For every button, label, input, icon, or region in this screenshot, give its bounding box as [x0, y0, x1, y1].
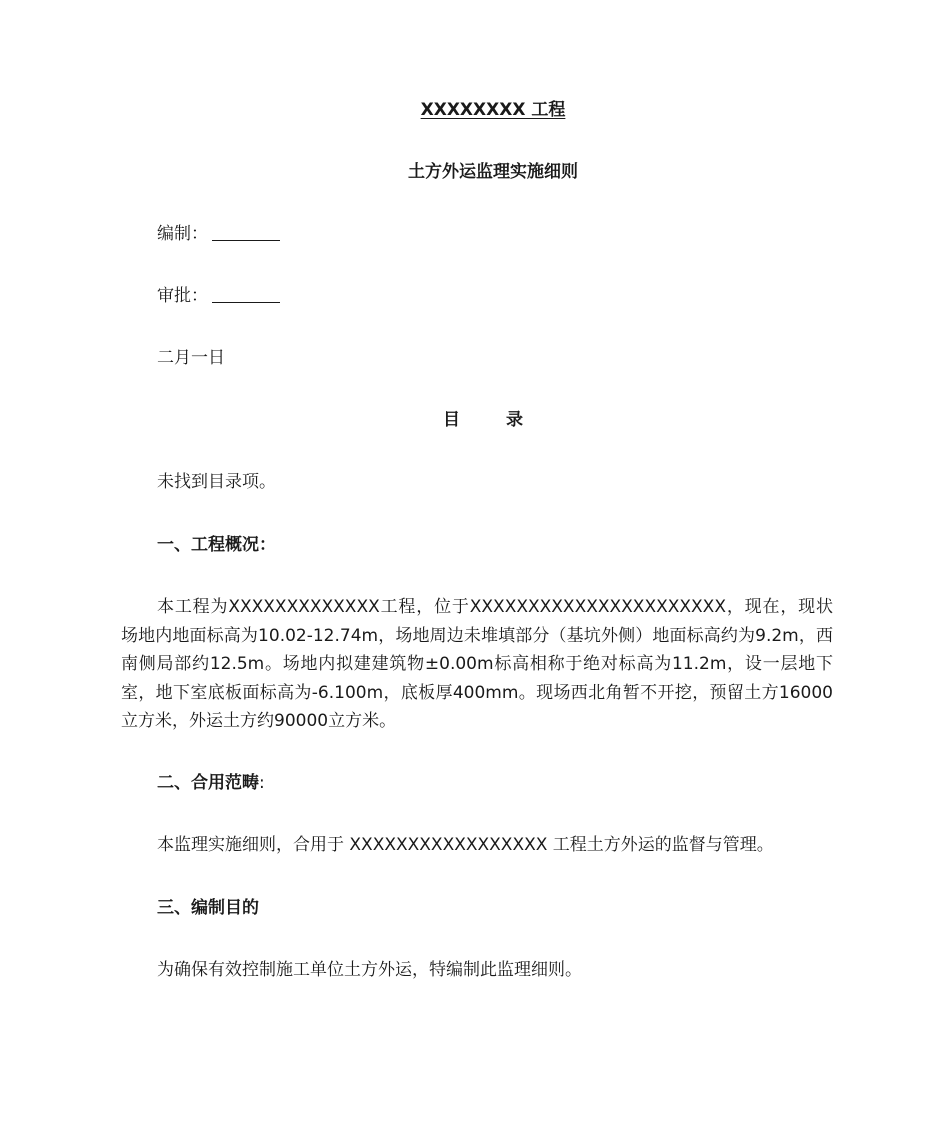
toc-empty-message: 未找到目录项。	[157, 472, 276, 492]
toc-title: 目 录	[443, 410, 543, 430]
approved-by-field	[157, 282, 280, 310]
section-body-purpose: 为确保有效控制施工单位土方外运，特编制此监理细则。	[157, 960, 582, 980]
section-heading-text: 三、编制目的	[157, 898, 259, 918]
approved-by-label: 审批：	[157, 286, 208, 306]
section-heading-overview	[157, 531, 276, 559]
section-heading-purpose	[157, 894, 259, 922]
section-heading-text: 二、合用范畴	[157, 773, 259, 793]
compiled-by-field	[157, 220, 280, 248]
document-subtitle: 土方外运监理实施细则	[408, 162, 578, 182]
approved-by-blank	[212, 284, 280, 303]
section-heading-tail: :	[259, 773, 265, 793]
section-heading-scope	[157, 769, 265, 797]
compiled-by-label: 编制：	[157, 224, 208, 244]
compiled-by-blank	[212, 222, 280, 241]
section-heading-text: 一、工程概况：	[157, 535, 276, 555]
document-date: 二月一日	[157, 348, 225, 368]
document-title: XXXXXXXX 工程	[420, 100, 566, 120]
section-body-scope: 本监理实施细则，合用于 XXXXXXXXXXXXXXXXX 工程土方外运的监督与管理。	[157, 835, 774, 855]
section-body-overview: 本工程为XXXXXXXXXXXXX工程，位于XXXXXXXXXXXXXXXXXXXXXX，现在，现状场地内地面标高为10.02-12.74m，场地周边未堆填部分（基坑外侧）地面标高约为9.2m，西南侧局部约12.5m。场地内拟建建筑物±0.00m标高相称于绝对标高为11.2m，设一层地下室，地下室底板面标高为-6.100m，底板厚400mm。现场西北角暂不开挖，预留土方16000立方米，外运土方约90000立方米。	[121, 597, 833, 731]
